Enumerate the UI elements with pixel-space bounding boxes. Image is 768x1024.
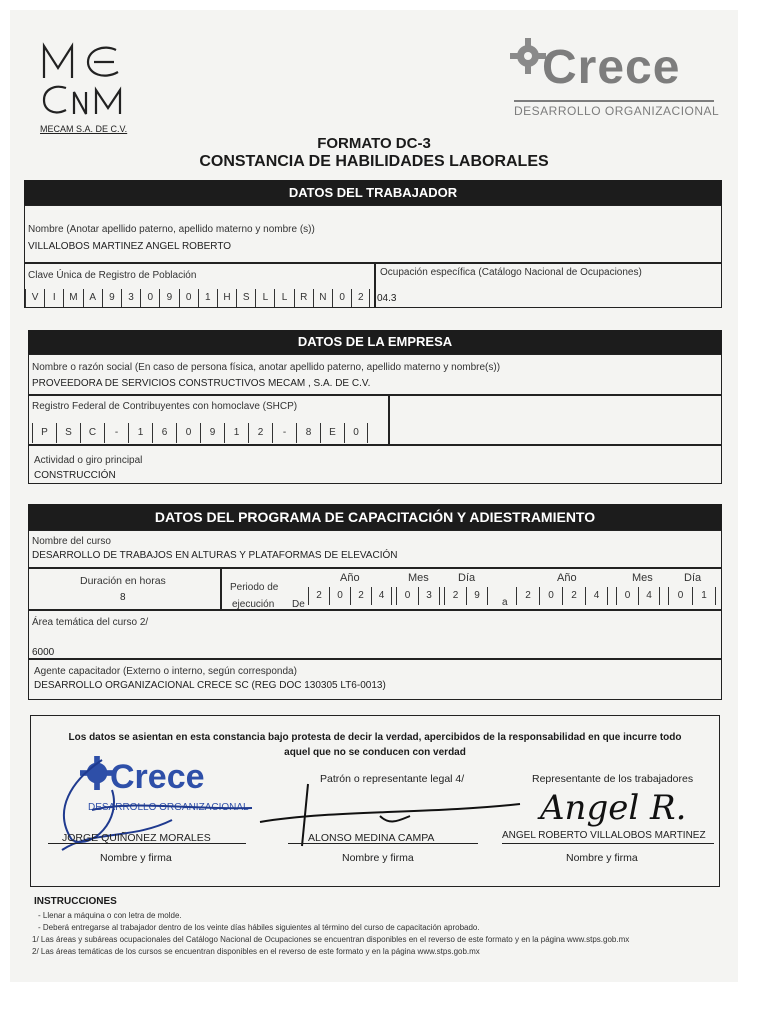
stamp-subtitle: DESARROLLO ORGANIZACIONAL: [88, 802, 249, 813]
protesta-line2: aquel que no se conducen con verdad: [284, 747, 466, 758]
fin-mes-label: Mes: [632, 572, 653, 584]
date-digit: 0: [396, 587, 418, 605]
curp-char: L: [274, 289, 293, 307]
document-page: [10, 10, 738, 982]
nombre-label: Nombre (Anotar apellido paterno, apellido materno y nombre (s)): [28, 224, 315, 235]
rfc-char: 1: [128, 423, 152, 443]
curp-char: L: [255, 289, 274, 307]
inicio-dia-cells: [444, 587, 488, 605]
nombre-value: VILLALOBOS MARTINEZ ANGEL ROBERTO: [28, 241, 232, 252]
fin-anio-cells: [516, 587, 608, 605]
date-digit: 3: [418, 587, 440, 605]
date-digit: 4: [638, 587, 660, 605]
ocupacion-value: 04.3: [377, 293, 397, 304]
crece-underline: [514, 100, 714, 102]
mecam-logo: [38, 40, 148, 140]
curp-char: V: [25, 289, 44, 307]
rfc-char: S: [56, 423, 80, 443]
empresa-header: DATOS DE LA EMPRESA: [28, 330, 722, 354]
crece-logo: [510, 32, 725, 122]
duracion-label: Duración en horas: [80, 575, 166, 587]
fin-dia-label: Día: [684, 572, 702, 584]
de-label: De: [292, 599, 305, 610]
date-digit: 2: [350, 587, 371, 605]
rfc-char: P: [32, 423, 56, 443]
trabajador-header: DATOS DEL TRABAJADOR: [24, 180, 722, 205]
date-digit: 0: [668, 587, 692, 605]
crece-wordmark: Crece: [542, 41, 681, 94]
curp-char: 1: [198, 289, 217, 307]
razon-value: PROVEEDORA DE SERVICIOS CONSTRUCTIVOS MECAM , S.A. DE C.V.: [32, 378, 371, 389]
protesta-line1: Los datos se asientan en esta constancia bajo protesta de decir la verdad, apercibidos de la responsabilidad en que incurre todo: [68, 732, 682, 743]
curp-char: I: [44, 289, 63, 307]
giro-value: CONSTRUCCIÓN: [34, 470, 116, 481]
curp-char: N: [313, 289, 332, 307]
mecam-name: MECAM S.A. DE C.V.: [40, 124, 128, 134]
date-digit: 0: [329, 587, 350, 605]
mecam-logo-mark: [38, 40, 138, 120]
curp-char: R: [294, 289, 313, 307]
curp-char: A: [83, 289, 102, 307]
rfc-label: Registro Federal de Contribuyentes con homoclave (SHCP): [32, 401, 298, 412]
inicio-anio-cells: [308, 587, 392, 605]
rfc-char: E: [320, 423, 344, 443]
inicio-dia-label: Día: [458, 572, 476, 584]
periodo-label: Periodo de: [230, 582, 279, 593]
rfc-char: 8: [296, 423, 320, 443]
trabajadores-name: ANGEL ROBERTO VILLALOBOS MARTINEZ: [502, 830, 706, 841]
date-digit: 9: [466, 587, 488, 605]
curp-char: 9: [159, 289, 178, 307]
inicio-mes-cells: [396, 587, 440, 605]
inicio-anio-label: Año: [340, 572, 360, 584]
curso-label: Nombre del curso: [32, 536, 111, 547]
curp-cells: [25, 289, 370, 307]
date-digit: 2: [444, 587, 466, 605]
agente-label: Agente capacitador (Externo o interno, según corresponda): [34, 666, 297, 677]
capacitador-name: JORGE QUIÑONEZ MORALES: [62, 832, 211, 844]
instrucciones-title: INSTRUCCIONES: [34, 896, 117, 907]
curp-char: 9: [102, 289, 121, 307]
instruccion-1: - Llenar a máquina o con letra de molde.: [38, 911, 182, 920]
rfc-char: -: [104, 423, 128, 443]
instruccion-3: 1/ Las áreas y subáreas ocupacionales del Catálogo Nacional de Ocupaciones se encuentran disponibles en el reverso de este formato y en la página www.stps.gob.mx: [32, 935, 630, 944]
gear-icon: [510, 38, 546, 74]
date-digit: 4: [371, 587, 392, 605]
date-digit: 2: [308, 587, 329, 605]
curp-char: H: [217, 289, 236, 307]
trabajadores-nombre-firma: Nombre y firma: [566, 852, 638, 864]
trabajadores-title: Representante de los trabajadores: [532, 773, 694, 785]
rfc-cells: [32, 423, 368, 443]
rfc-char: 9: [200, 423, 224, 443]
giro-label: Actividad o giro principal: [34, 455, 143, 466]
patron-title: Patrón o representante legal 4/: [320, 773, 465, 785]
fin-mes-cells: [616, 587, 660, 605]
date-digit: 4: [585, 587, 608, 605]
date-digit: 1: [692, 587, 716, 605]
patron-nombre-firma: Nombre y firma: [342, 852, 414, 864]
rfc-char: 1: [224, 423, 248, 443]
form-subtitle: CONSTANCIA DE HABILIDADES LABORALES: [199, 153, 549, 170]
agente-value: DESARROLLO ORGANIZACIONAL CRECE SC (REG DOC 130305 LT6-0013): [34, 680, 386, 691]
area-label: Área temática del curso 2/: [32, 617, 149, 628]
inicio-mes-label: Mes: [408, 572, 429, 584]
curp-char: 2: [351, 289, 370, 307]
fin-dia-cells: [668, 587, 716, 605]
area-value: 6000: [32, 647, 55, 658]
curp-char: 0: [140, 289, 159, 307]
rfc-char: 0: [344, 423, 368, 443]
ocupacion-label: Ocupación específica (Catálogo Nacional de Ocupaciones): [380, 267, 642, 278]
rfc-char: -: [272, 423, 296, 443]
duracion-value: 8: [120, 592, 126, 603]
razon-label: Nombre o razón social (En caso de persona física, anotar apellido paterno, apellido materno y nombre(s)): [32, 362, 501, 373]
curso-value: DESARROLLO DE TRABAJOS EN ALTURAS Y PLATAFORMAS DE ELEVACIÓN: [32, 550, 398, 561]
form-title: FORMATO DC-3: [317, 135, 431, 152]
programa-header: DATOS DEL PROGRAMA DE CAPACITACIÓN Y ADIESTRAMIENTO: [28, 504, 722, 530]
a-label: a: [502, 597, 508, 608]
curp-char: M: [63, 289, 82, 307]
instruccion-4: 2/ Las áreas temáticas de los cursos se encuentran disponibles en el reverso de este formato y en la página www.stps.gob.mx: [32, 947, 480, 956]
stamp-wordmark: Crece: [110, 758, 205, 796]
date-digit: 0: [616, 587, 638, 605]
curp-char: 3: [121, 289, 140, 307]
patron-name: ALONSO MEDINA CAMPA: [308, 832, 435, 844]
trabajador-signature: Angel R.: [540, 788, 687, 828]
rfc-char: C: [80, 423, 104, 443]
curp-char: S: [236, 289, 255, 307]
curp-label: Clave Única de Registro de Población: [28, 270, 197, 281]
capacitador-nombre-firma: Nombre y firma: [100, 852, 172, 864]
date-digit: 2: [562, 587, 585, 605]
rfc-char: 2: [248, 423, 272, 443]
instruccion-2: - Deberá entregarse al trabajador dentro de los veinte días hábiles siguientes al término del curso de capacitación aprobado.: [38, 923, 480, 932]
rfc-char: 6: [152, 423, 176, 443]
ejecucion-label: ejecución: [232, 599, 275, 610]
date-digit: 2: [516, 587, 539, 605]
rfc-char: 0: [176, 423, 200, 443]
curp-char: 0: [179, 289, 198, 307]
date-digit: 0: [539, 587, 562, 605]
curp-char: 0: [332, 289, 351, 307]
fin-anio-label: Año: [557, 572, 577, 584]
crece-subtitle: DESARROLLO ORGANIZACIONAL: [514, 104, 720, 118]
